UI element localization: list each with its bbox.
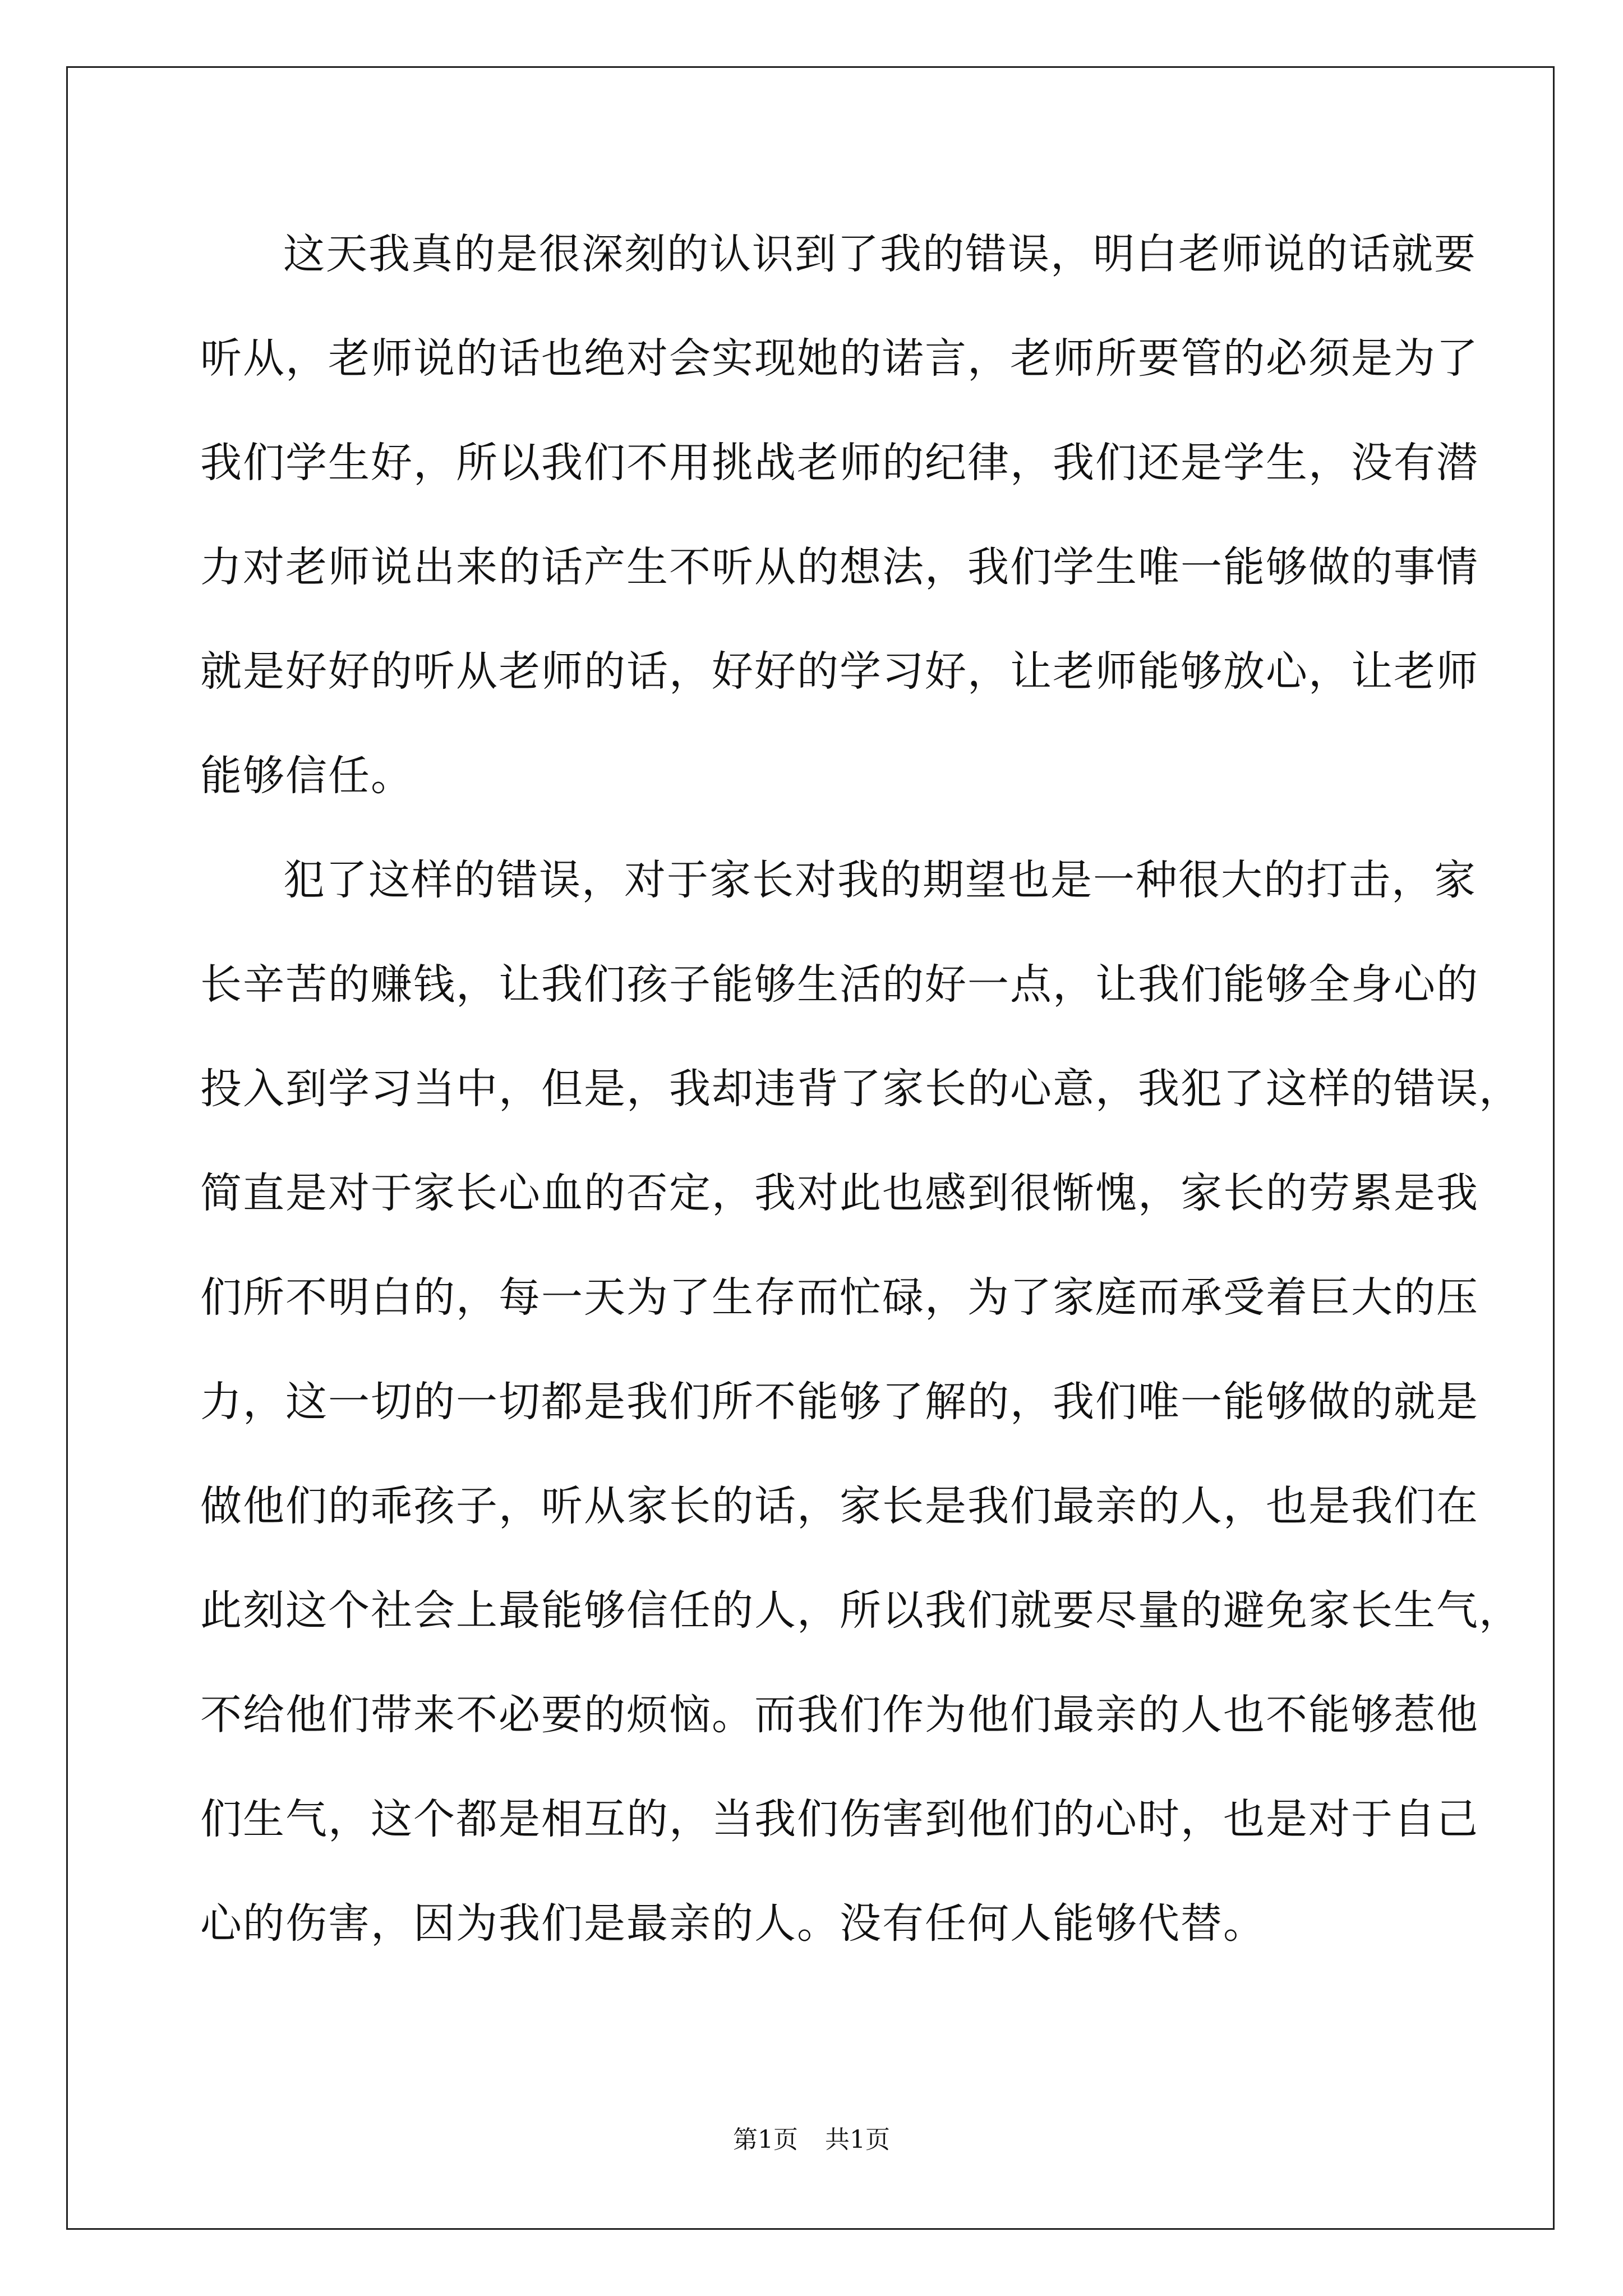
text-line: 就是好好的听从老师的话，好好的学习好，让老师能够放心，让老师: [200, 647, 1479, 696]
text-line: 做他们的乖孩子，听从家长的话，家长是我们最亲的人，也是我们在: [200, 1482, 1479, 1530]
text-line: 们生气，这个都是相互的，当我们伤害到他们的心时，也是对于自己: [200, 1795, 1479, 1843]
page-total: 共1页: [825, 2125, 890, 2154]
document-body: [200, 202, 1521, 1976]
text-line: 力对老师说出来的话产生不听从的想法，我们学生唯一能够做的事情: [200, 543, 1479, 591]
text-line: 长辛苦的赚钱，让我们孩子能够生活的好一点，让我们能够全身心的: [200, 960, 1479, 1009]
page-number: 第1页: [733, 2125, 798, 2154]
text-line: 不给他们带来不必要的烦恼。而我们作为他们最亲的人也不能够惹他: [200, 1691, 1479, 1739]
page-footer: [0, 2123, 1623, 2157]
text-line: 犯了这样的错误，对于家长对我的期望也是一种很大的打击，家: [283, 856, 1477, 904]
text-line: 力，这一切的一切都是我们所不能够了解的，我们唯一能够做的就是: [200, 1378, 1479, 1426]
text-line: 简直是对于家长心血的否定，我对此也感到很惭愧，家长的劳累是我: [200, 1169, 1479, 1217]
text-line: 此刻这个社会上最能够信任的人，所以我们就要尽量的避免家长生气，: [200, 1586, 1521, 1635]
text-line: 投入到学习当中，但是，我却违背了家长的心意，我犯了这样的错误，: [200, 1065, 1521, 1113]
text-line: 心的伤害，因为我们是最亲的人。没有任何人能够代替。: [200, 1899, 1266, 1948]
text-line: 这天我真的是很深刻的认识到了我的错误，明白老师说的话就要: [283, 230, 1477, 278]
text-line: 我们学生好，所以我们不用挑战老师的纪律，我们还是学生，没有潜: [200, 439, 1479, 487]
text-line: 能够信任。: [200, 752, 413, 800]
paragraph-1: [200, 202, 1479, 828]
text-line: 们所不明白的，每一天为了生存而忙碌，为了家庭而承受着巨大的压: [200, 1273, 1479, 1322]
text-line: 听从，老师说的话也绝对会实现她的诺言，老师所要管的必须是为了: [200, 334, 1479, 383]
paragraph-2: [200, 828, 1521, 1976]
